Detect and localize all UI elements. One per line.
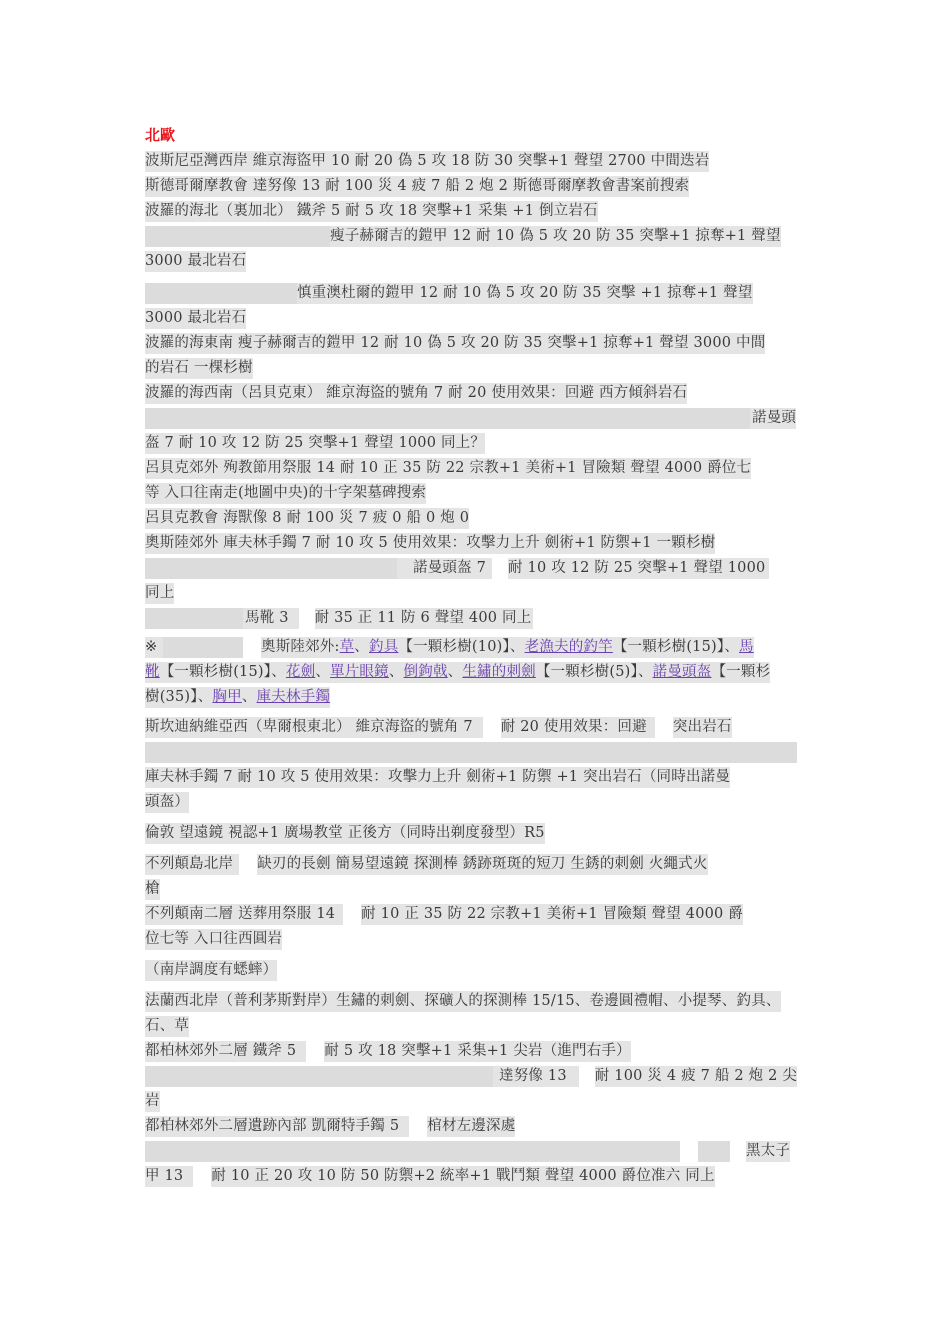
link-foil[interactable]: 花劍 [285,664,316,680]
text-segment: 【一顆杉樹(10)】、 [398,639,525,655]
text-line: 槍 [145,879,160,900]
text-line [145,1166,715,1187]
text-line: 波羅的海東南 瘦子赫爾吉的鎧甲 12 耐 10 偽 5 攻 20 防 35 突擊+1 掠奪+1 聲望 3000 中間 [145,333,765,354]
text-line: 奧斯陸郊外 庫夫林手鐲 7 耐 10 攻 5 使用效果：攻擊力上升 劍術+1 防禦+1 一顆杉樹 [145,533,715,554]
text-segment: 馬靴 3 [243,608,299,629]
text-segment: 、 [447,664,463,680]
redaction-bar [145,1066,493,1087]
text-segment: 甲 13 [145,1166,193,1187]
text-line: 岩 [145,1091,160,1112]
text-segment: 耐 10 正 35 防 22 宗教+1 美術+1 冒險類 聲望 4000 爵 [361,904,743,925]
text-line [145,717,732,738]
text-segment: 奧斯陸郊外: [261,639,340,655]
text-segment: 諾曼頭 [750,408,796,429]
text-line: 波斯尼亞灣西岸 維京海盜甲 10 耐 20 偽 5 攻 18 防 30 突擊+1 聲望 2700 中間迭岩 [145,151,709,172]
text-segment: 諾曼頭盔 7 [397,558,492,579]
text-segment: 耐 20 使用效果：回避 [501,717,655,738]
redaction-bar [145,226,330,247]
text-line [145,637,754,658]
text-line [145,608,533,629]
redaction-bar [163,637,243,658]
text-segment: 、 [315,664,331,680]
text-line [145,1116,515,1137]
text-segment: 斯坎迪納維亞西（卑爾根東北） 維京海盜的號角 7 [145,717,483,738]
redaction-bar [145,1141,680,1162]
redaction-bar [698,1141,730,1162]
link-old-fisherman-rod[interactable]: 老漁夫的釣竿 [524,639,613,655]
text-line: 頭盔） [145,792,189,813]
link-halberd[interactable]: 倒鉤戟 [403,664,448,680]
text-line: 法蘭西北岸（普利茅斯對岸）生鏽的刺劍、探礦人的探測棒 15/15、卷邊圓禮帽、小提琴、釣具、 [145,991,781,1012]
text-segment: 都柏林郊外二層遺跡內部 凱爾特手鐲 5 [145,1116,409,1137]
text-segment: 都柏林郊外二層 鐵斧 5 [145,1041,306,1062]
text-line: 盔 7 耐 10 攻 12 防 25 突擊+1 聲望 1000 同上？ [145,433,485,454]
text-segment: 耐 35 正 11 防 6 聲望 400 同上 [315,608,534,629]
text-segment: 缺刃的長劍 簡易望遠鏡 探測棒 銹跡斑斑的短刀 生銹的刺劍 火繩式火 [257,854,707,875]
text-line: 同上 [145,583,174,604]
text-line: 位七等 入口往西圓岩 [145,929,282,950]
text-line: 倫敦 望遠鏡 視認+1 廣場教堂 正後方（同時出剃度發型）R5 [145,823,545,844]
text-line: 呂貝克郊外 殉教節用祭服 14 耐 10 正 35 防 22 宗教+1 美術+1 冒險類 聲望 4000 爵位七 [145,458,751,479]
text-segment: 瘦子赫爾吉的鎧甲 12 耐 10 偽 5 攻 20 防 35 突擊+1 掠奪+1 聲望 [330,226,781,247]
text-segment: 慎重澳杜爾的鎧甲 12 耐 10 偽 5 攻 20 防 35 突擊 +1 掠奪+1 聲望 [297,283,753,304]
redaction-bar [145,283,297,304]
text-line [145,1066,797,1087]
text-line: 等 入口往南走(地圖中央)的十字架墓碑搜索 [145,483,426,504]
link-riding-boots[interactable]: 馬 [739,639,754,655]
text-segment: 突出岩石 [673,717,732,738]
text-line [145,1141,790,1162]
link-monocle[interactable]: 單片眼鏡 [330,664,389,680]
text-line [145,854,708,875]
link-norman-helmet[interactable]: 諾曼頭盔 [652,664,712,680]
section-heading: 北歐 [145,126,176,144]
link-cuchulainn-bracelet[interactable]: 庫夫林手鐲 [256,689,331,705]
text-line: 呂貝克教會 海獸像 8 耐 100 災 7 疲 0 船 0 炮 0 [145,508,469,529]
text-segment: ※ [145,637,163,658]
text-line: 波羅的海北（裏加北） 鐵斧 5 耐 5 攻 18 突擊+1 采集 +1 倒立岩石 [145,201,598,222]
text-segment: 不列顛南二層 送葬用祭服 14 [145,904,343,925]
text-line [145,904,743,925]
text-line [145,687,330,708]
text-line: 波羅的海西南（呂貝克東） 維京海盜的號角 7 耐 20 使用效果：回避 西方傾斜岩石 [145,383,687,404]
text-line: 庫夫林手鐲 7 耐 10 攻 5 使用效果：攻擊力上升 劍術+1 防禦 +1 突出岩石（同時出諾曼 [145,767,730,788]
text-segment: 、 [241,689,257,705]
text-line: （南岸調度有蟋蟀） [145,960,277,981]
text-segment: 黑太子 [746,1141,790,1162]
text-segment: 【一顆杉樹(15)】、 [612,639,740,655]
text-line [145,226,781,247]
text-segment: 耐 10 攻 12 防 25 突擊+1 聲望 1000 [508,558,769,579]
text-line [145,1041,631,1062]
text-segment: 、 [354,639,369,655]
text-segment: 不列顛島北岸 [145,854,239,875]
link-fishing-gear[interactable]: 釣具 [369,639,399,655]
redaction-bar [145,742,797,763]
text-segment: 【一顆杉 [711,664,771,680]
text-segment: 耐 100 災 4 疲 7 船 2 炮 2 尖 [595,1066,797,1087]
text-segment: 【一顆杉樹(15)】、 [159,664,286,680]
text-segment: 達努像 13 [493,1066,579,1087]
text-line: 的岩石 一棵杉樹 [145,358,253,379]
link-rusty-rapier[interactable]: 生鏽的刺劍 [462,664,536,680]
link-breastplate[interactable]: 胸甲 [212,689,242,705]
redaction-bar [145,408,750,429]
text-segment: 棺材左邊深處 [427,1116,515,1137]
text-segment: 【一顆杉樹(5)】、 [535,664,653,680]
text-segment: 樹(35)】、 [145,689,213,705]
redaction-bar [145,608,243,629]
link-grass[interactable]: 草 [339,639,355,655]
text-line [145,283,753,304]
text-segment: 、 [388,664,404,680]
text-line: 3000 最北岩石 [145,308,246,329]
text-line: 3000 最北岩石 [145,251,246,272]
text-line: 石、草 [145,1016,189,1037]
text-line: 斯德哥爾摩教會 達努像 13 耐 100 災 4 疲 7 船 2 炮 2 斯德哥爾摩教會書案前搜索 [145,176,689,197]
link-riding-boots-cont[interactable]: 靴 [145,664,160,680]
text-segment: 耐 5 攻 18 突擊+1 采集+1 尖岩（進門右手） [324,1041,630,1062]
text-segment: 耐 10 正 20 攻 10 防 50 防禦+2 統率+1 戰鬥類 聲望 4000 爵位准六 同上 [211,1166,714,1187]
redaction-bar [145,558,397,579]
text-line [145,408,796,429]
text-line [145,662,770,683]
text-line [145,558,769,579]
